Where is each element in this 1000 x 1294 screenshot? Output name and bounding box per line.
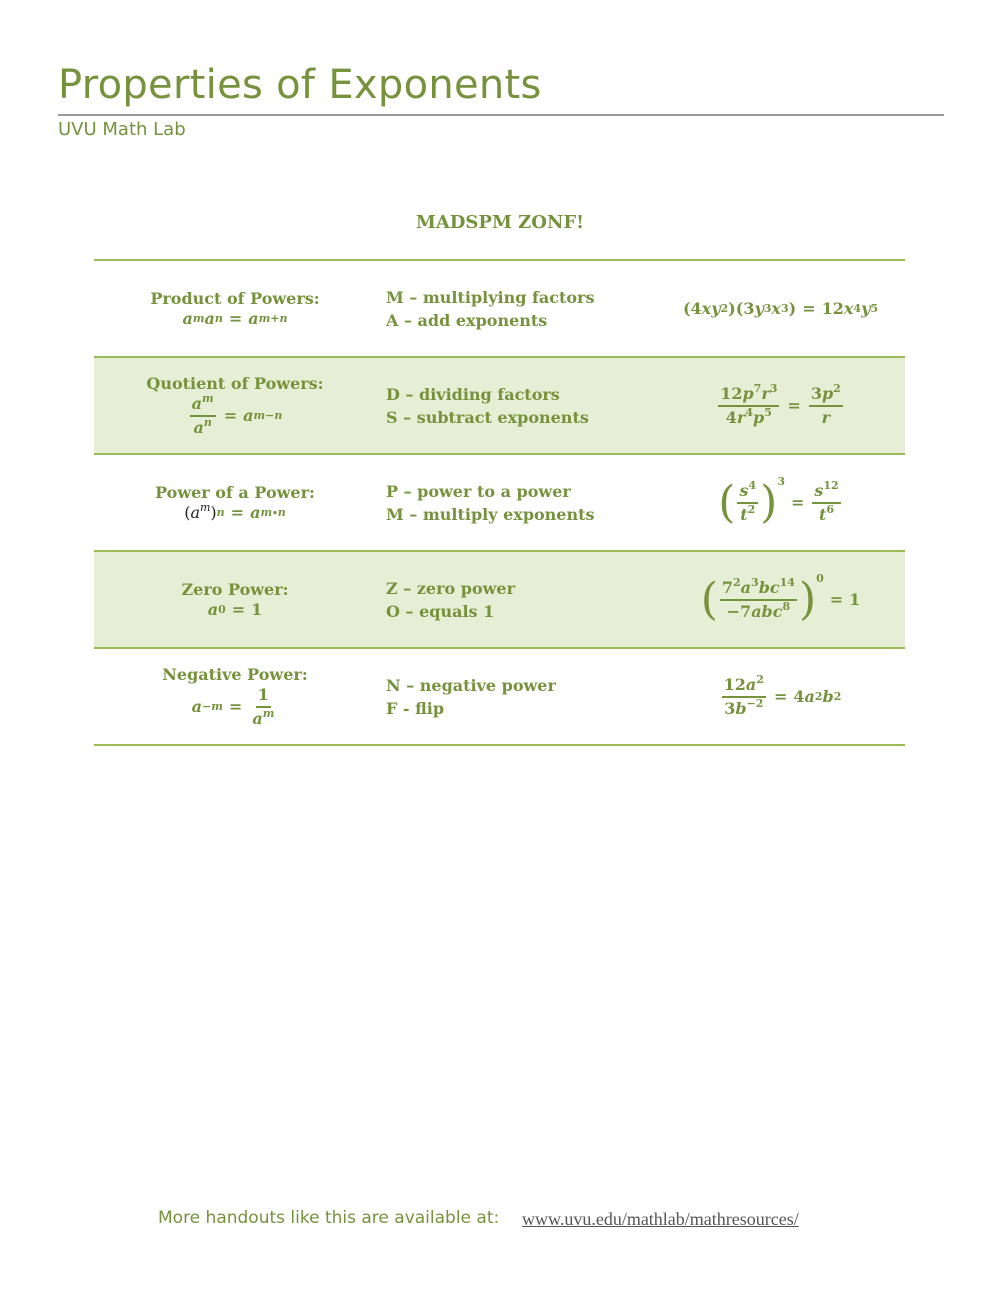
mnemonic-cell (386, 261, 656, 356)
mnemonic-line: P – power to a power (386, 481, 571, 501)
property-rule: a −m = $\frac{1}{a^m}$ (191, 684, 275, 728)
example-cell (656, 261, 905, 356)
example-expression: $\frac{12a^2}{3b^{-2}}$ = 4 a 2 b 2 (723, 672, 842, 718)
property-name: Quotient of Powers: (146, 373, 324, 393)
table-row (94, 261, 905, 356)
property-rule: ( $a^m$ ) n = a m∙n (184, 501, 286, 522)
footer-text: More handouts like this are available at: (158, 1208, 500, 1228)
example-expression: (4 xy 2 )(3 y 3 x 3 ) = 12 x 4 y 5 (682, 299, 879, 318)
document-title: Properties of Exponents (58, 62, 542, 108)
mnemonic-line: N – negative power (386, 675, 556, 695)
example-expression: $\frac{12p^7r^3}{4r^4p^5}$ = $\frac{3p^2}{r}$ (720, 381, 841, 427)
example-cell (656, 358, 905, 453)
property-cell (94, 455, 376, 550)
title-divider (58, 114, 944, 116)
table-row (94, 550, 905, 647)
mnemonic-line: M – multiplying factors (386, 287, 595, 307)
mnemonic-line: O – equals 1 (386, 601, 495, 621)
property-cell (94, 358, 376, 453)
property-name: Power of a Power: (155, 483, 315, 502)
mnemonic-line: D – dividing factors (386, 384, 560, 404)
exponent-properties-table (94, 259, 905, 746)
example-cell (656, 552, 905, 647)
mnemonic-heading: MADSPM ZONF! (415, 212, 585, 233)
mnemonic-cell (386, 649, 656, 744)
mnemonic-line: A – add exponents (386, 310, 548, 330)
mnemonic-line: S – subtract exponents (386, 407, 589, 427)
document-subtitle: UVU Math Lab (58, 119, 186, 140)
mnemonic-cell (386, 358, 656, 453)
resources-link[interactable]: www.uvu.edu/mathlab/mathresources/ (522, 1209, 799, 1229)
property-name: Zero Power: (181, 580, 289, 599)
property-cell (94, 261, 376, 356)
mnemonic-cell (386, 552, 656, 647)
example-expression: ( $\frac{7^2a^3bc^{14}}{-7abc^8}$ ) 0 = 1 (700, 571, 861, 625)
table-row (94, 647, 905, 744)
mnemonic-line: Z – zero power (386, 578, 515, 598)
mnemonic-line: F - flip (386, 698, 445, 718)
property-cell (94, 552, 376, 647)
property-rule: a 0 = 1 (207, 600, 263, 619)
property-name: Product of Powers: (150, 289, 320, 308)
example-expression: ( $\frac{s^4}{t^2}$ ) 3 = $\frac{s^{12}}{t^6}$ (718, 474, 839, 528)
example-cell (656, 649, 905, 744)
property-cell (94, 649, 376, 744)
mnemonic-line: M – multiply exponents (386, 504, 595, 524)
property-rule: $\frac{a^m}{a^n}$ = a m−n (191, 391, 283, 437)
table-row (94, 453, 905, 550)
example-cell (656, 455, 905, 550)
property-rule: a m a n = a m+n (182, 309, 288, 328)
table-row (94, 356, 905, 453)
mnemonic-cell (386, 455, 656, 550)
property-name: Negative Power: (162, 664, 308, 684)
